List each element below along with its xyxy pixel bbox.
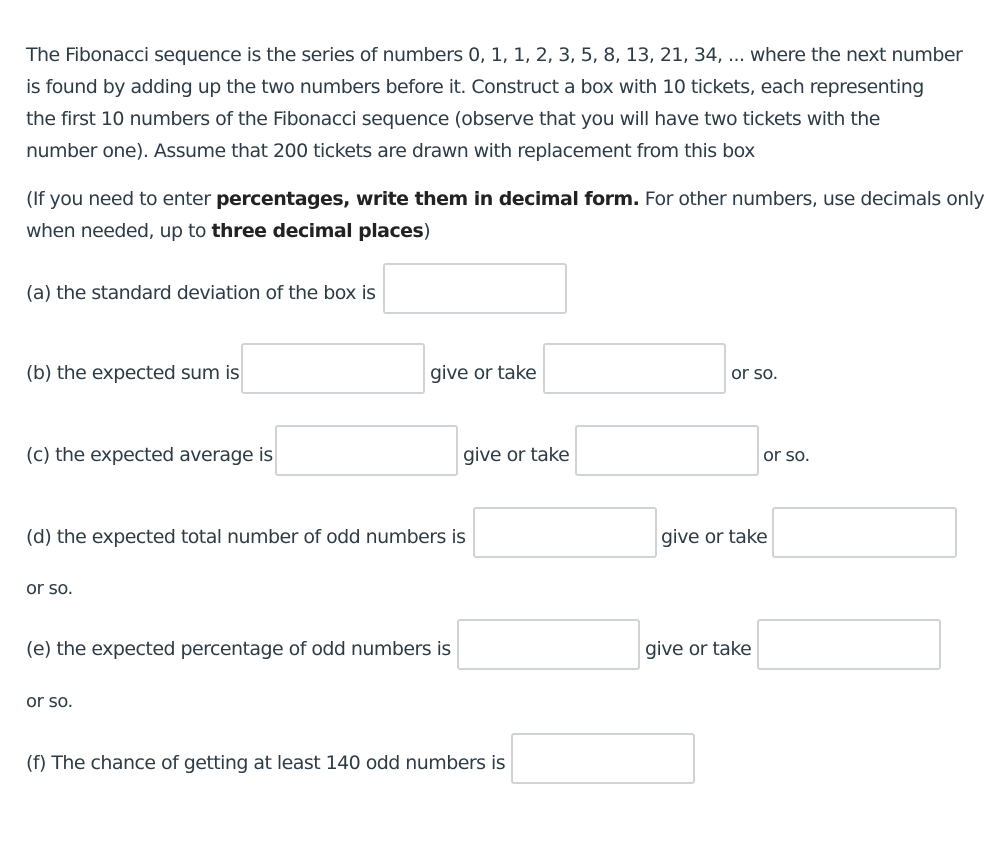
- answer-d-se-input[interactable]: [772, 507, 957, 558]
- instructions-text: when needed, up to: [26, 220, 212, 242]
- answer-b-expected-input[interactable]: [241, 343, 425, 394]
- give-or-take-label: give or take: [645, 638, 752, 660]
- question-e-label: (e) the expected percentage of odd numbers is: [26, 638, 451, 660]
- instructions-bold-decimal-places: three decimal places: [211, 220, 424, 242]
- give-or-take-label: give or take: [430, 362, 537, 384]
- intro-line: The Fibonacci sequence is the series of numbers 0, 1, 1, 2, 3, 5, 8, 13, 21, 34, ... where the next number: [26, 44, 963, 66]
- answer-e-expected-input[interactable]: [457, 619, 640, 670]
- answer-e-se-input[interactable]: [757, 619, 941, 670]
- intro-line: number one). Assume that 200 tickets are drawn with replacement from this box: [26, 140, 755, 162]
- answer-c-expected-input[interactable]: [275, 425, 458, 476]
- intro-line: is found by adding up the two numbers before it. Construct a box with 10 tickets, each representing: [26, 76, 924, 98]
- give-or-take-label: give or take: [463, 444, 570, 466]
- question-a-label: (a) the standard deviation of the box is: [26, 282, 376, 304]
- or-so-label: or so.: [26, 691, 73, 712]
- instructions-bold-percentages: percentages, write them in decimal form.: [215, 188, 640, 210]
- instructions-line-1: [26, 183, 984, 215]
- answer-b-se-input[interactable]: [543, 343, 726, 394]
- answer-a-input[interactable]: [383, 263, 567, 314]
- question-c-label: (c) the expected average is: [26, 444, 273, 466]
- answer-d-expected-input[interactable]: [473, 507, 657, 558]
- intro-line: the first 10 numbers of the Fibonacci sequence (observe that you will have two tickets with the: [26, 108, 880, 130]
- or-so-label: or so.: [763, 445, 810, 466]
- give-or-take-label: give or take: [661, 526, 768, 548]
- answer-f-input[interactable]: [511, 733, 695, 784]
- instructions-line-2: [26, 215, 430, 247]
- instructions-text: (If you need to enter: [26, 188, 216, 210]
- or-so-label: or so.: [26, 578, 73, 599]
- answer-c-se-input[interactable]: [575, 425, 759, 476]
- question-b-label: (b) the expected sum is: [26, 362, 240, 384]
- question-f-label: (f) The chance of getting at least 140 odd numbers is: [26, 752, 506, 774]
- or-so-label: or so.: [731, 363, 778, 384]
- instructions-text: For other numbers, use decimals only: [639, 188, 985, 210]
- question-d-label: (d) the expected total number of odd numbers is: [26, 526, 466, 548]
- instructions-text: ): [423, 220, 431, 242]
